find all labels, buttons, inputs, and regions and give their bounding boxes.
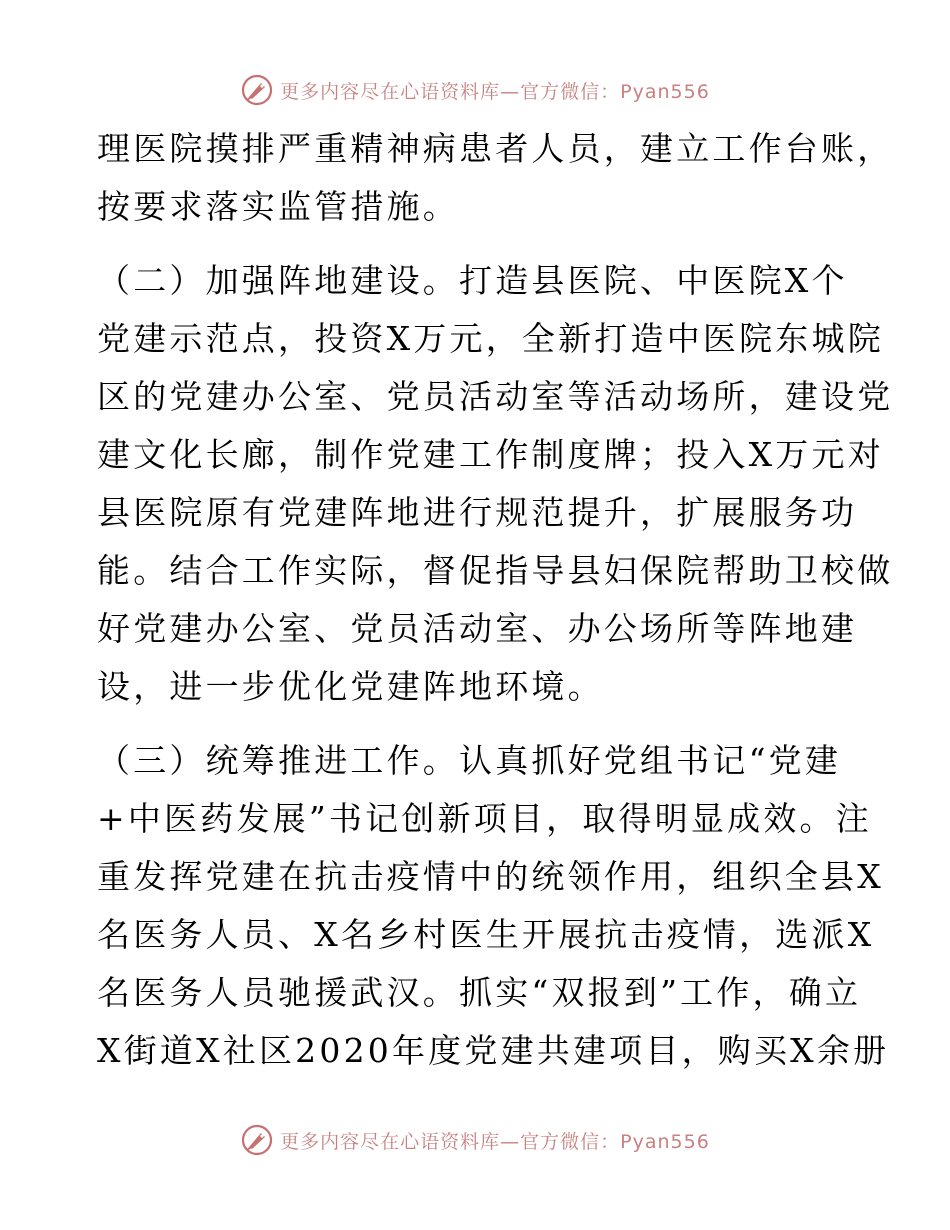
pen-nib-seal-icon xyxy=(240,1123,274,1157)
text-line: （二）加强阵地建设。打造县医院、中医院X个 xyxy=(97,261,848,300)
text-line: 好党建办公室、党员活动室、办公场所等阵地建 xyxy=(97,609,858,648)
watermark-header xyxy=(0,70,950,110)
document-body xyxy=(97,120,894,1080)
text-line: 设，进一步优化党建阵地环境。 xyxy=(97,667,604,706)
text-line: 县医院原有党建阵地进行规范提升，扩展服务功 xyxy=(97,493,858,532)
text-line: 按要求落实监管措施。 xyxy=(97,187,459,226)
text-line: 名医务人员驰援武汉。抓实“双报到”工作，确立 xyxy=(97,973,862,1012)
text-line: 能。结合工作实际，督促指导县妇保院帮助卫校做 xyxy=(97,551,894,590)
paragraph xyxy=(97,120,894,236)
text-line: 区的党建办公室、党员活动室等活动场所，建设党 xyxy=(97,377,894,416)
text-line: +中医药发展”书记创新项目，取得明显成效。注 xyxy=(97,799,872,838)
watermark-text: 更多内容尽在心语资料库—官方微信：Pyan556 xyxy=(280,80,710,103)
paragraph xyxy=(97,252,894,716)
text-line: 重发挥党建在抗击疫情中的统领作用，组织全县X xyxy=(97,857,884,896)
text-line: 建文化长廊，制作党建工作制度牌；投入X万元对 xyxy=(97,435,884,474)
text-line: 党建示范点，投资X万元，全新打造中医院东城院 xyxy=(97,319,884,358)
text-line: X街道X社区2020年度党建共建项目，购买X余册 xyxy=(97,1031,890,1070)
text-line: 理医院摸排严重精神病患者人员，建立工作台账， xyxy=(97,129,894,168)
text-line: 名医务人员、X名乡村医生开展抗击疫情，选派X xyxy=(97,915,875,954)
paragraph xyxy=(97,732,890,1080)
text-line: （三）统筹推进工作。认真抓好党组书记“党建 xyxy=(97,741,842,780)
pen-nib-seal-icon xyxy=(240,73,274,107)
watermark-text: 更多内容尽在心语资料库—官方微信：Pyan556 xyxy=(280,1130,710,1153)
watermark-footer xyxy=(0,1120,950,1160)
